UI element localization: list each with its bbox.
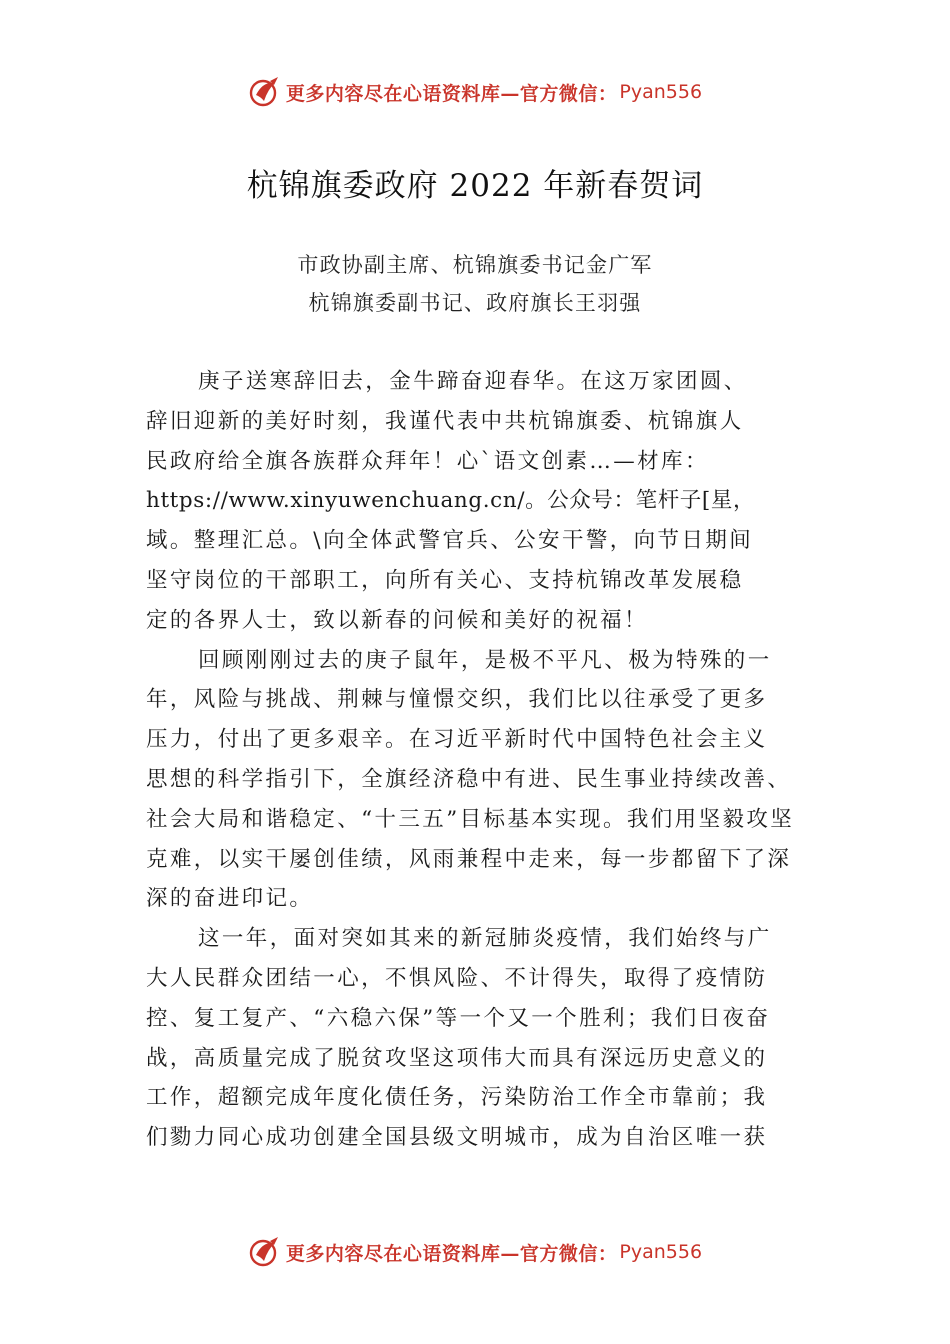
body-line: 工作，超额完成年度化债任务，污染防治工作全市靠前；我 (146, 1085, 768, 1111)
body-text (146, 362, 816, 1158)
body-line: 社会大局和谐稳定、“十三五”目标基本实现。我们用坚毅攻坚 (146, 806, 795, 832)
body-line: 坚守岗位的干部职工，向所有关心、支持杭锦改革发展稳 (146, 567, 744, 593)
body-line: 大人民群众团结一心，不惧风险、不计得失，取得了疫情防 (146, 965, 768, 991)
body-line: 庚子送寒辞旧去，金牛蹄奋迎春华。在这万家团圆、 (198, 369, 748, 394)
banner-wechat-id: Pyan556 (619, 81, 703, 103)
header-banner (0, 72, 950, 112)
document-title: 杭锦旗委政府 2022 年新春贺词 (246, 168, 704, 204)
body-line: 深的奋进印记。 (146, 886, 314, 912)
body-line: 年，风险与挑战、荆棘与憧憬交织，我们比以往承受了更多 (146, 687, 768, 713)
body-line: 定的各界人士，致以新春的问候和美好的祝福！ (146, 607, 648, 633)
body-line: https://www.xinyuwenchuang.cn/。公众号：笔杆子[星， (146, 488, 756, 514)
banner-text: 更多内容尽在心语资料库—官方微信： (285, 1242, 618, 1265)
body-line: 域。整理汇总。\向全体武警官兵、公安干警，向节日期间 (146, 528, 754, 554)
brand-logo-icon (248, 75, 282, 109)
author-block (0, 246, 950, 322)
banner-wechat-id: Pyan556 (619, 1241, 703, 1263)
body-line: 们勠力同心成功创建全国县级文明城市，成为自治区唯一获 (146, 1125, 768, 1151)
author-line: 市政协副主席、杭锦旗委书记金广军 (297, 253, 653, 277)
body-line: 辞旧迎新的美好时刻，我谨代表中共杭锦旗委、杭锦旗人 (146, 408, 744, 434)
body-line: 克难，以实干屡创佳绩，风雨兼程中走来，每一步都留下了深 (146, 846, 792, 872)
body-line: 压力，付出了更多艰辛。在习近平新时代中国特色社会主义 (146, 727, 768, 753)
body-line: 控、复工复产、“六稳六保”等一个又一个胜利；我们日夜奋 (146, 1005, 771, 1031)
footer-banner (0, 1232, 950, 1272)
body-line: 民政府给全旗各族群众拜年！心`语文创素…—材库： (146, 448, 709, 474)
body-line: 战，高质量完成了脱贫攻坚这项伟大而具有深远历史意义的 (146, 1045, 768, 1071)
body-line: 回顾刚刚过去的庚子鼠年，是极不平凡、极为特殊的一 (198, 647, 772, 673)
author-line: 杭锦旗委副书记、政府旗长王羽强 (308, 291, 642, 315)
banner-text: 更多内容尽在心语资料库—官方微信： (285, 82, 618, 105)
body-line: 这一年，面对突如其来的新冠肺炎疫情，我们始终与广 (198, 926, 772, 952)
body-line: 思想的科学指引下，全旗经济稳中有进、民生事业持续改善、 (146, 766, 792, 792)
brand-logo-icon (248, 1235, 282, 1269)
